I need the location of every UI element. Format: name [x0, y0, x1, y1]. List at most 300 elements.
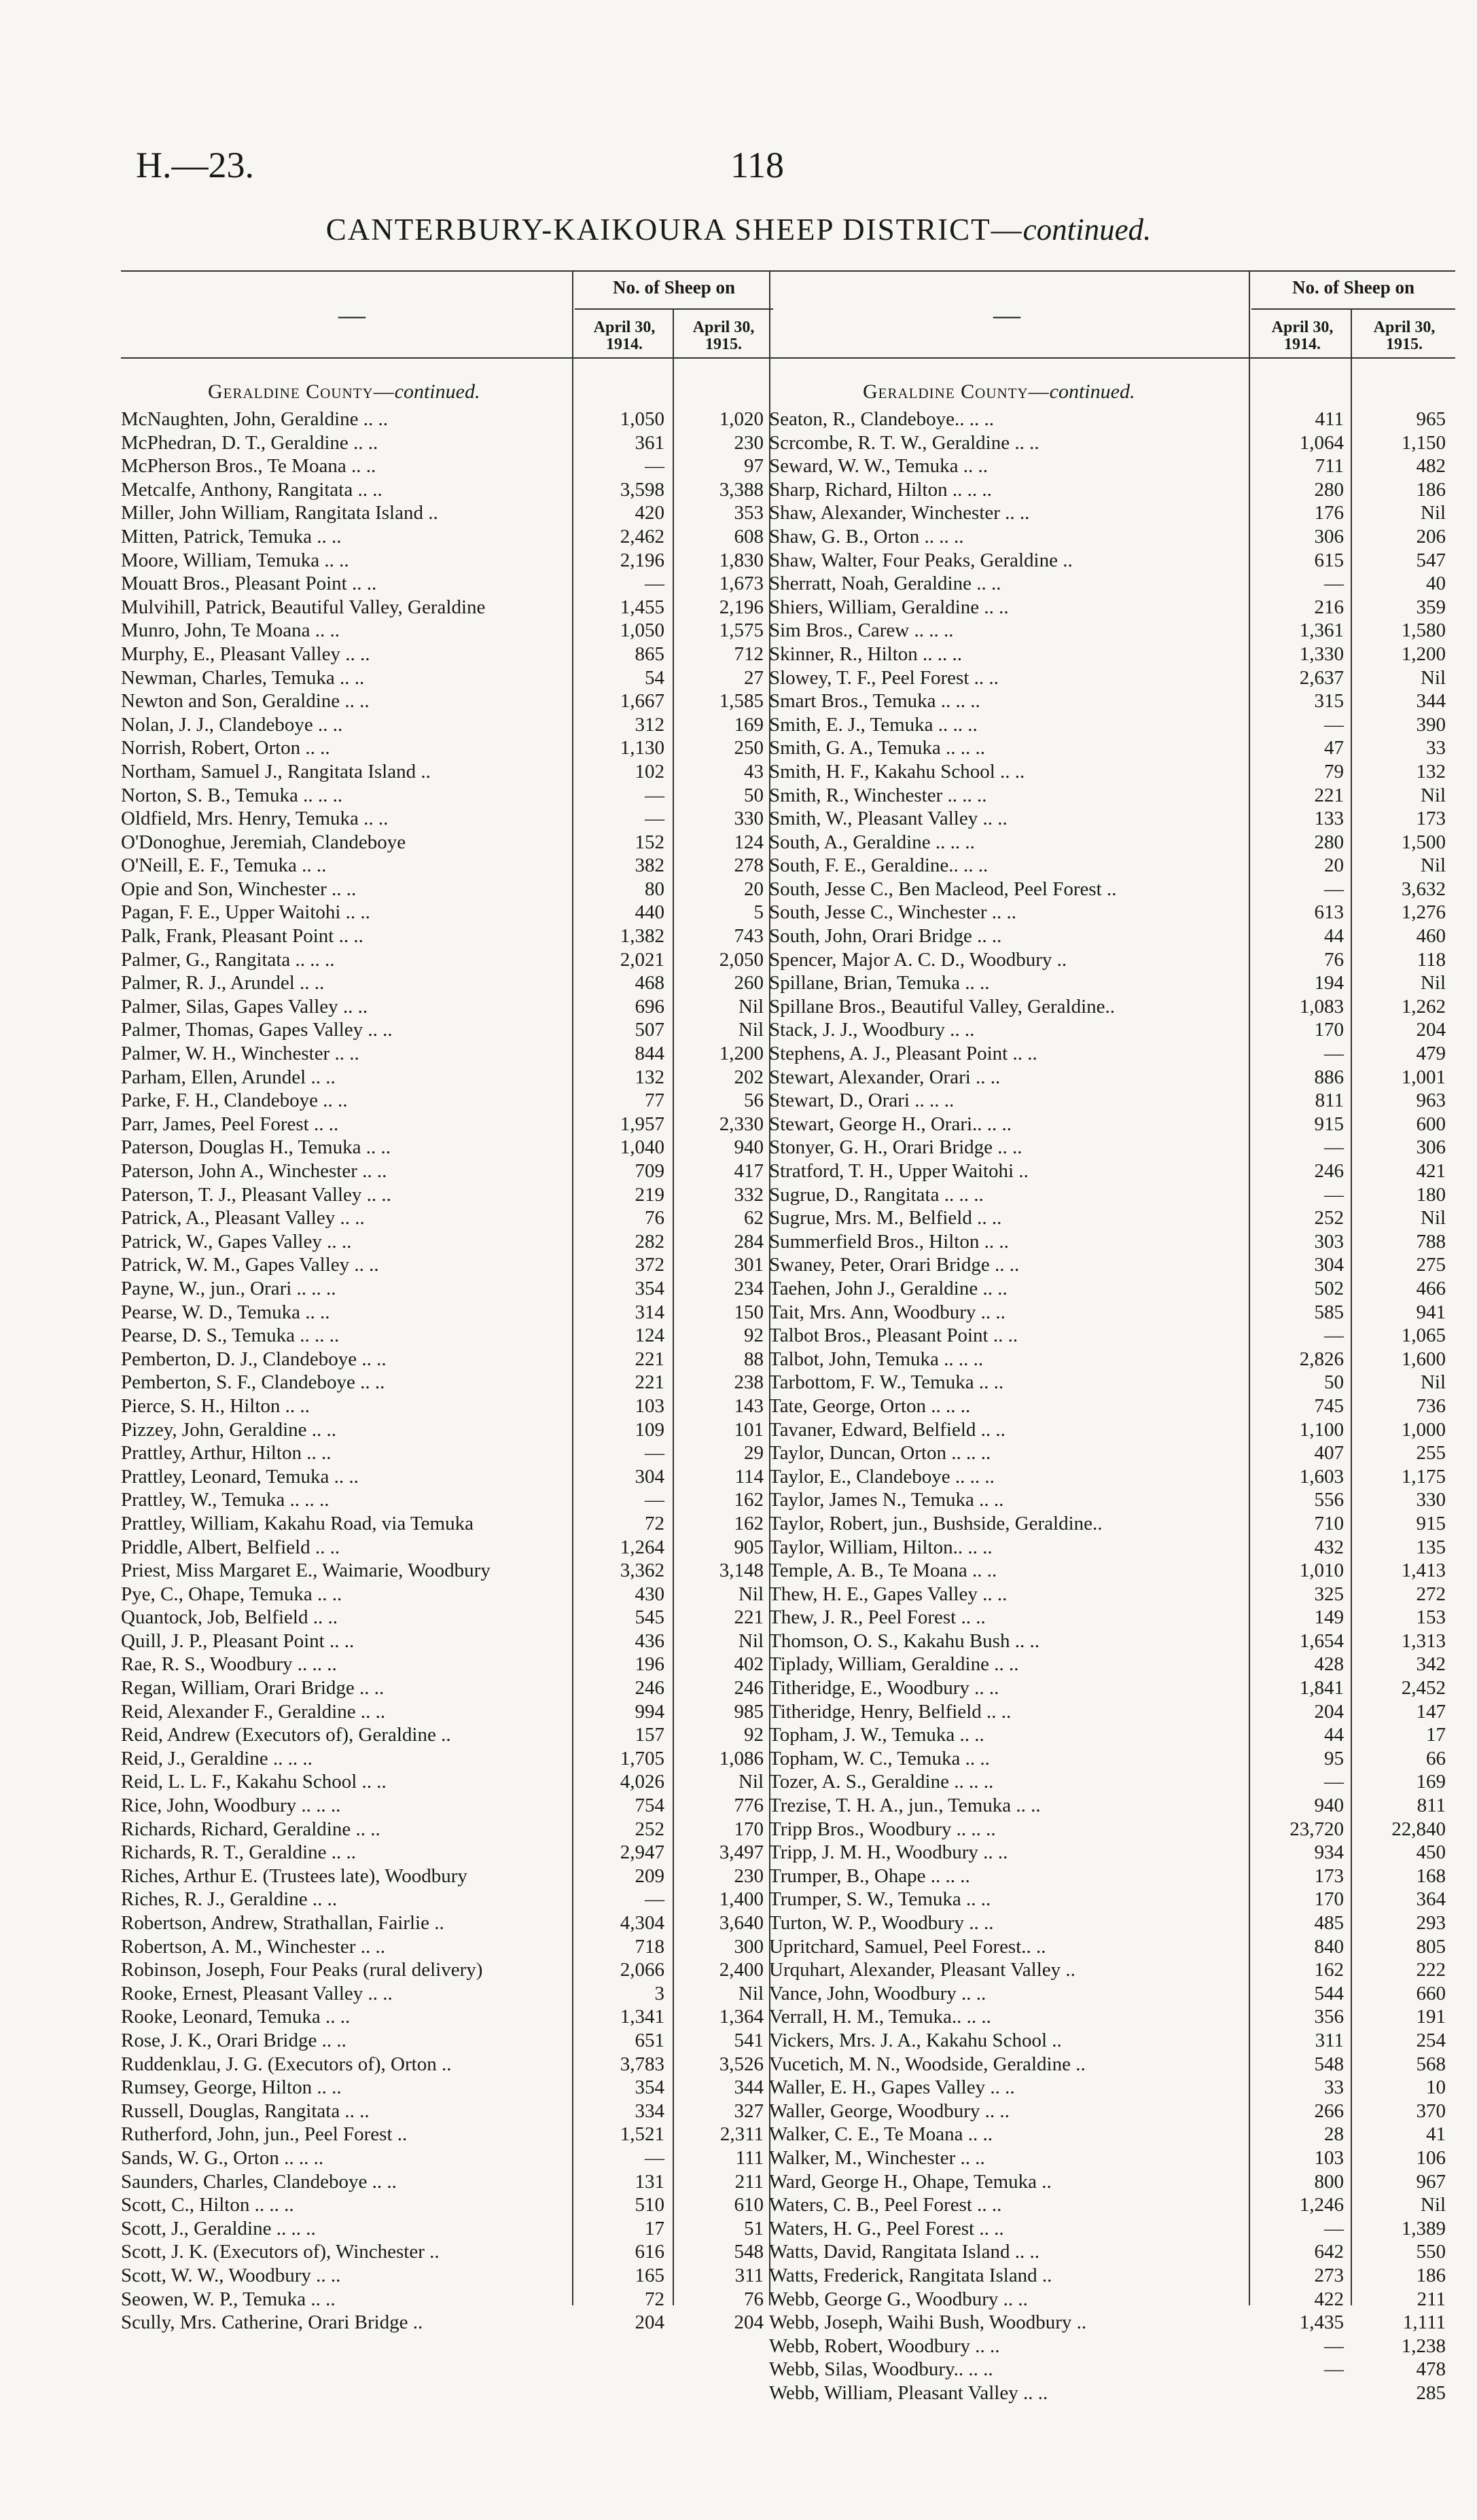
sheep-1915: 221 [734, 1606, 764, 1629]
owner-name: Seowen, W. P., Temuka .. .. [121, 2288, 336, 2310]
sheep-1915: 1,200 [1401, 643, 1446, 665]
table-row [769, 2193, 1455, 2217]
sheep-1914: 642 [1314, 2241, 1344, 2263]
table-row [769, 1348, 1455, 1371]
owner-name: Parr, James, Peel Forest .. .. [121, 1113, 339, 1135]
sheep-1915: 1,585 [719, 690, 764, 713]
table-row [121, 2240, 773, 2264]
table-row [769, 1042, 1455, 1066]
sheep-1914: 1,361 [1299, 619, 1344, 642]
sheep-1914: 3,362 [620, 1560, 664, 1582]
owner-name: Richards, R. T., Geraldine .. .. [121, 1841, 357, 1864]
sheep-1915: 1,175 [1401, 1465, 1446, 1488]
column-rule [673, 308, 674, 357]
table-row [121, 689, 773, 713]
owner-name: Palmer, R. J., Arundel .. .. [121, 972, 325, 994]
table-row [769, 1841, 1455, 1865]
sheep-1915: 222 [1416, 1959, 1446, 1981]
sheep-1915: 550 [1416, 2241, 1446, 2263]
section-heading [769, 376, 1455, 408]
sheep-1915: 776 [734, 1795, 764, 1817]
owner-name: Reid, L. L. F., Kakahu School .. .. [121, 1771, 387, 1793]
sheep-1914: 585 [1314, 1301, 1344, 1323]
owner-name: Stewart, D., Orari .. .. .. [769, 1090, 955, 1112]
sheep-1915: 162 [734, 1489, 764, 1511]
table-row [769, 760, 1455, 784]
owner-name: Priest, Miss Margaret E., Waimarie, Woodbury [121, 1560, 491, 1582]
table-row [769, 1089, 1455, 1113]
table-row [769, 478, 1455, 502]
table-row [121, 1700, 773, 1724]
sheep-1914: 204 [635, 2311, 664, 2334]
sheep-1914: 80 [645, 878, 664, 900]
sheep-1914: — [645, 1888, 664, 1911]
sheep-1915: 278 [734, 854, 764, 877]
sheep-1914: 170 [1314, 1019, 1344, 1041]
owner-name: Rumsey, George, Hilton .. .. [121, 2076, 342, 2099]
sheep-1915: 114 [734, 1465, 764, 1488]
sheep-1914: 219 [635, 1183, 664, 1206]
owner-name: Talbot Bros., Pleasant Point .. .. [769, 1325, 1018, 1347]
table-row [121, 1559, 773, 1583]
table-row [121, 1066, 773, 1090]
owner-name: Saunders, Charles, Clandeboye .. .. [121, 2170, 397, 2193]
table-row [121, 971, 773, 995]
table-row [121, 596, 773, 619]
sheep-1915: 482 [1416, 455, 1446, 478]
sheep-1914: 47 [1324, 737, 1344, 759]
sheep-1915: 2,400 [719, 1959, 764, 1981]
table-row [769, 2146, 1455, 2170]
owner-name: Tozer, A. S., Geraldine .. .. .. [769, 1771, 994, 1793]
sheep-1915: 3,632 [1401, 878, 1446, 900]
sheep-1914: 440 [635, 901, 664, 924]
sheep-1914: — [1324, 1183, 1344, 1206]
owner-name: Scott, W. W., Woodbury .. .. [121, 2264, 341, 2286]
sheep-1914: 3,783 [620, 2053, 664, 2075]
sheep-1914: 1,841 [1299, 1677, 1344, 1699]
sheep-1915: 66 [1426, 1747, 1446, 1769]
sheep-1915: Nil [738, 1630, 764, 1652]
owner-name: Robinson, Joseph, Four Peaks (rural delivery) [121, 1959, 483, 1981]
table-row [769, 2217, 1455, 2241]
owner-name: Tripp, J. M. H., Woodbury .. .. [769, 1841, 1008, 1864]
owner-name: Trumper, B., Ohape .. .. .. [769, 1865, 970, 1887]
table-row [769, 2170, 1455, 2194]
sheep-1914: 940 [1314, 1795, 1344, 1817]
owner-name: Palmer, G., Rangitata .. .. .. [121, 948, 335, 971]
owner-name: Summerfield Bros., Hilton .. .. [769, 1230, 1009, 1253]
sheep-1915: 150 [734, 1301, 764, 1323]
table-row [769, 854, 1455, 878]
sheep-1915: 1,830 [719, 549, 764, 571]
owner-name: Spillane Bros., Beautiful Valley, Geraldine.. [769, 995, 1116, 1018]
sheep-1914: 17 [645, 2217, 664, 2239]
table-row [121, 1653, 773, 1676]
sheep-1914: 312 [635, 713, 664, 736]
owner-name: Stephens, A. J., Pleasant Point .. .. [769, 1043, 1037, 1065]
table-header [769, 270, 1455, 359]
table-row [769, 2358, 1455, 2381]
owner-name: Russell, Douglas, Rangitata .. .. [121, 2100, 370, 2122]
table-row [121, 1465, 773, 1489]
table-row [121, 2288, 773, 2311]
page-title [0, 212, 1477, 247]
sheep-1914: — [1324, 713, 1344, 736]
sheep-1915: Nil [1420, 502, 1446, 524]
owner-name: Pearse, W. D., Temuka .. .. [121, 1301, 330, 1323]
sheep-1915: 965 [1416, 408, 1446, 430]
sheep-1914: 221 [635, 1348, 664, 1370]
table-row [769, 2005, 1455, 2029]
table-row [121, 1935, 773, 1959]
sheep-1915: 940 [734, 1136, 764, 1159]
sheep-1915: Nil [738, 1583, 764, 1605]
table-row [121, 995, 773, 1019]
sheep-1914: 502 [1314, 1277, 1344, 1299]
owner-name: Thomson, O. S., Kakahu Bush .. .. [769, 1630, 1039, 1652]
sheep-1915: 3,388 [719, 478, 764, 501]
sheep-1915: Nil [1420, 972, 1446, 994]
sheep-1914: 103 [635, 1394, 664, 1417]
owner-name: Watts, Frederick, Rangitata Island .. [769, 2264, 1052, 2286]
table-row [769, 2381, 1455, 2405]
owner-name: Waters, C. B., Peel Forest .. .. [769, 2194, 1002, 2216]
owner-name: Mulvihill, Patrick, Beautiful Valley, Geraldine [121, 596, 486, 618]
owner-name: Miller, John William, Rangitata Island .. [121, 502, 438, 524]
owner-name: Reid, Andrew (Executors of), Geraldine .. [121, 1724, 451, 1746]
sheep-1914: 1,264 [620, 1536, 664, 1558]
sheep-1914: 20 [1324, 854, 1344, 877]
sheep-1915: 1,673 [719, 573, 764, 595]
sheep-1915: 342 [1416, 1653, 1446, 1676]
sheep-1914: 1,064 [1299, 431, 1344, 454]
owner-name: Vucetich, M. N., Woodside, Geraldine .. [769, 2053, 1086, 2075]
table-row [121, 2311, 773, 2335]
sheep-1914: 4,304 [620, 1912, 664, 1934]
owner-name: Walker, C. E., Te Moana .. .. [769, 2123, 993, 2146]
owner-name: Slowey, T. F., Peel Forest .. .. [769, 666, 999, 689]
table-row [121, 1230, 773, 1254]
table-row [121, 2005, 773, 2029]
table-row [769, 924, 1455, 948]
table-row [121, 1606, 773, 1630]
sheep-1915: 29 [744, 1442, 764, 1464]
sheep-1915: 479 [1416, 1043, 1446, 1065]
table-row [769, 1606, 1455, 1630]
table-row [769, 501, 1455, 525]
table-row [121, 807, 773, 831]
table-row [769, 2311, 1455, 2335]
owner-name: Palk, Frank, Pleasant Point .. .. [121, 925, 363, 948]
table-row [121, 1418, 773, 1442]
sheep-1914: — [1324, 1043, 1344, 1065]
sheep-1915: 788 [1416, 1230, 1446, 1253]
table-row [121, 1865, 773, 1888]
table-row [769, 831, 1455, 854]
table-row [769, 1559, 1455, 1583]
sheep-1914: 44 [1324, 925, 1344, 948]
table-row [769, 1136, 1455, 1159]
sheep-1915: 2,452 [1401, 1677, 1446, 1699]
sheep-1915: 135 [1416, 1536, 1446, 1558]
sheep-1915: 50 [744, 784, 764, 806]
sheep-1915: 1,065 [1401, 1325, 1446, 1347]
owner-name: Riches, R. J., Geraldine .. .. [121, 1888, 338, 1911]
table-row [121, 831, 773, 854]
sheep-1915: 234 [734, 1277, 764, 1299]
sheep-1915: 17 [1426, 1724, 1446, 1746]
table-row [121, 1723, 773, 1747]
sheep-1915: 811 [1417, 1795, 1446, 1817]
sheep-1914: — [1324, 573, 1344, 595]
owner-name: Stewart, Alexander, Orari .. .. [769, 1066, 1001, 1088]
table-row [121, 2170, 773, 2194]
sheep-1915: Nil [1420, 2194, 1446, 2216]
table-row [121, 1583, 773, 1606]
sheep-1915: 211 [734, 2170, 764, 2193]
sheep-1914: 356 [1314, 2006, 1344, 2028]
sheep-1914: 1,050 [620, 619, 664, 642]
table-row [769, 1770, 1455, 1794]
table-row [769, 596, 1455, 619]
sheep-1915: 608 [734, 525, 764, 547]
sheep-1915: 3,148 [719, 1560, 764, 1582]
table-row [121, 431, 773, 455]
sheep-1914: 103 [1314, 2146, 1344, 2169]
sheep-1915: 285 [1416, 2381, 1446, 2404]
owner-name: Waller, E. H., Gapes Valley .. .. [769, 2076, 1015, 2099]
owner-name: Pearse, D. S., Temuka .. .. .. [121, 1325, 340, 1347]
sheep-1915: 168 [1416, 1865, 1446, 1887]
owner-name: Munro, John, Te Moana .. .. [121, 619, 340, 642]
table-row [121, 1770, 773, 1794]
sheep-1914: 407 [1314, 1442, 1344, 1464]
sheep-1915: 905 [734, 1536, 764, 1558]
sheep-1915: 1,575 [719, 619, 764, 642]
sheep-1914: 246 [635, 1677, 664, 1699]
sheep-1915: 743 [734, 925, 764, 948]
owner-name: Taylor, Robert, jun., Bushside, Geraldine.. [769, 1512, 1103, 1534]
owner-name: Sands, W. G., Orton .. .. .. [121, 2146, 324, 2169]
table-row [769, 807, 1455, 831]
sheep-1914: 79 [1324, 760, 1344, 782]
sheep-1915: 180 [1416, 1183, 1446, 1206]
table-row [769, 1230, 1455, 1254]
table-row [121, 478, 773, 502]
sheep-1915: 118 [1417, 948, 1446, 971]
sheep-1914: 2,947 [620, 1841, 664, 1864]
owner-name: Ruddenklau, J. G. (Executors of), Orton .. [121, 2053, 452, 2075]
sheep-1914: 149 [1314, 1606, 1344, 1629]
table-row [121, 1841, 773, 1865]
sheep-1915: 370 [1416, 2100, 1446, 2122]
table-row [769, 1630, 1455, 1653]
sheep-1915: 359 [1416, 596, 1446, 618]
table-row [121, 1676, 773, 1700]
owner-name: Pemberton, S. F., Clandeboye .. .. [121, 1371, 385, 1394]
sheep-1914: — [645, 573, 664, 595]
sheep-1914: — [645, 455, 664, 478]
table-row [121, 549, 773, 573]
sheep-1915: 211 [1417, 2288, 1446, 2310]
owner-name: Seaton, R., Clandeboye.. .. .. [769, 408, 995, 430]
table-row [769, 2053, 1455, 2076]
owner-name: Smith, W., Pleasant Valley .. .. [769, 808, 1008, 830]
owner-name: Tarbottom, F. W., Temuka .. .. [769, 1371, 1004, 1394]
sheep-1914: 72 [645, 1512, 664, 1534]
owner-name: Mouatt Bros., Pleasant Point .. .. [121, 573, 377, 595]
table-row [769, 1676, 1455, 1700]
owner-name: Spillane, Brian, Temuka .. .. [769, 972, 990, 994]
table-row [121, 854, 773, 878]
column-rule [572, 272, 573, 357]
column-rule [1249, 272, 1250, 357]
sheep-1915: 547 [1416, 549, 1446, 571]
table-body [121, 408, 773, 2335]
sheep-1914: 1,603 [1299, 1465, 1344, 1488]
sheep-1915: 143 [734, 1394, 764, 1417]
table-row [121, 2100, 773, 2123]
sheep-1914: 2,637 [1299, 666, 1344, 689]
sheep-1914: 1,705 [620, 1747, 664, 1769]
table-row [121, 1042, 773, 1066]
sheep-1914: 548 [1314, 2053, 1344, 2075]
table-row [121, 1958, 773, 1982]
sheep-1915: 124 [734, 831, 764, 853]
sheep-1914: 1,083 [1299, 995, 1344, 1018]
sheep-1915: 97 [744, 455, 764, 478]
sheep-1914: 844 [635, 1043, 664, 1065]
sheep-1915: 344 [734, 2076, 764, 2099]
sheep-1915: 162 [734, 1512, 764, 1534]
sheep-1915: 2,330 [719, 1113, 764, 1135]
sheep-1914: 420 [635, 502, 664, 524]
sheep-heading: No. of Sheep on [612, 277, 736, 298]
table-row [769, 784, 1455, 808]
owner-name: Prattley, Arthur, Hilton .. .. [121, 1442, 332, 1464]
owner-name: Richards, Richard, Geraldine .. .. [121, 1818, 380, 1840]
sheep-1914: 33 [1324, 2076, 1344, 2099]
table-body [769, 408, 1455, 2405]
owner-name: Patrick, A., Pleasant Valley .. .. [121, 1207, 365, 1229]
owner-name: South, Jesse C., Winchester .. .. [769, 901, 1016, 924]
owner-name: Stonyer, G. H., Orari Bridge .. .. [769, 1136, 1022, 1159]
sheep-1915: 1,389 [1401, 2217, 1446, 2239]
sheep-1915: 169 [1416, 1771, 1446, 1793]
sheep-1914: 507 [635, 1019, 664, 1041]
sheep-1914: 510 [635, 2194, 664, 2216]
sheep-1915: 2,196 [719, 596, 764, 618]
sheep-1914: 303 [1314, 1230, 1344, 1253]
sheep-1914: 1,957 [620, 1113, 664, 1135]
owner-name: Northam, Samuel J., Rangitata Island .. [121, 760, 431, 782]
table-row [769, 2076, 1455, 2100]
owner-name: Smith, E. J., Temuka .. .. .. [769, 713, 978, 736]
table-row [769, 1935, 1455, 1959]
table-row [769, 1488, 1455, 1512]
sheep-1914: — [1324, 1325, 1344, 1347]
sheep-1915: 1,313 [1401, 1630, 1446, 1652]
owner-name: Palmer, Silas, Gapes Valley .. .. [121, 995, 368, 1018]
table-row [121, 2193, 773, 2217]
sheep-1915: 51 [744, 2217, 764, 2239]
sheep-1915: 88 [744, 1348, 764, 1370]
table-row [769, 1066, 1455, 1090]
sheep-1915: 27 [744, 666, 764, 689]
table-row [121, 1206, 773, 1230]
year-1915-heading: April 30, 1915. [1373, 319, 1436, 354]
table-row [769, 878, 1455, 901]
table-row [769, 572, 1455, 596]
sheep-1915: 967 [1416, 2170, 1446, 2193]
sheep-1914: 613 [1314, 901, 1344, 924]
table-row [769, 1324, 1455, 1348]
owner-name: Norton, S. B., Temuka .. .. .. [121, 784, 343, 806]
sheep-1914: 354 [635, 2076, 664, 2099]
table-row [121, 878, 773, 901]
sheep-1915: 548 [734, 2241, 764, 2263]
table-row [121, 1371, 773, 1394]
owner-name: Palmer, W. H., Winchester .. .. [121, 1043, 359, 1065]
owner-name: Paterson, John A., Winchester .. .. [121, 1160, 387, 1182]
sheep-1914: 221 [635, 1371, 664, 1394]
sheep-1915: 10 [1426, 2076, 1446, 2099]
sheep-1914: 411 [1315, 408, 1344, 430]
sheep-1915: 330 [1416, 1489, 1446, 1511]
owner-name: Titheridge, Henry, Belfield .. .. [769, 1700, 1012, 1723]
table-row [121, 1818, 773, 1841]
sheep-1914: 334 [635, 2100, 664, 2122]
sheep-1914: 252 [635, 1818, 664, 1840]
sheep-1914: 382 [635, 854, 664, 877]
table-row [769, 1277, 1455, 1301]
sheep-1914: 2,066 [620, 1959, 664, 1981]
sheep-1914: 718 [635, 1935, 664, 1958]
sheep-1915: 963 [1416, 1090, 1446, 1112]
sheep-1915: 101 [734, 1418, 764, 1441]
column-rule [769, 272, 770, 357]
year-1914-heading: April 30, 1914. [1271, 319, 1334, 354]
sheep-heading: No. of Sheep on [1292, 277, 1415, 298]
owner-name: Smart Bros., Temuka .. .. .. [769, 690, 980, 713]
owner-name: Nolan, J. J., Clandeboye .. .. [121, 713, 343, 736]
table-row [769, 525, 1455, 549]
owner-name: Shaw, G. B., Orton .. .. .. [769, 525, 964, 547]
table-row [121, 1253, 773, 1277]
sheep-1914: 1,040 [620, 1136, 664, 1159]
sheep-1914: 556 [1314, 1489, 1344, 1511]
sheep-1915: 153 [1416, 1606, 1446, 1629]
sheep-1915: 2,311 [719, 2123, 764, 2146]
sheep-1915: Nil [1420, 854, 1446, 877]
sheep-1914: 865 [635, 643, 664, 665]
table-row [121, 924, 773, 948]
section-heading [121, 376, 773, 408]
sheep-1914: 1,330 [1299, 643, 1344, 665]
table-row [121, 713, 773, 737]
sheep-1914: 1,435 [1299, 2311, 1344, 2334]
table-row [121, 1394, 773, 1418]
report-reference: H.—23. [136, 145, 254, 185]
sheep-1915: 736 [1416, 1394, 1446, 1417]
sheep-1914: 50 [1324, 1371, 1344, 1394]
sheep-1915: Nil [1420, 784, 1446, 806]
sheep-1915: 20 [744, 878, 764, 900]
sheep-1914: 545 [635, 1606, 664, 1629]
sheep-1915: 22,840 [1391, 1818, 1446, 1840]
sheep-1915: 1,364 [719, 2006, 764, 2028]
